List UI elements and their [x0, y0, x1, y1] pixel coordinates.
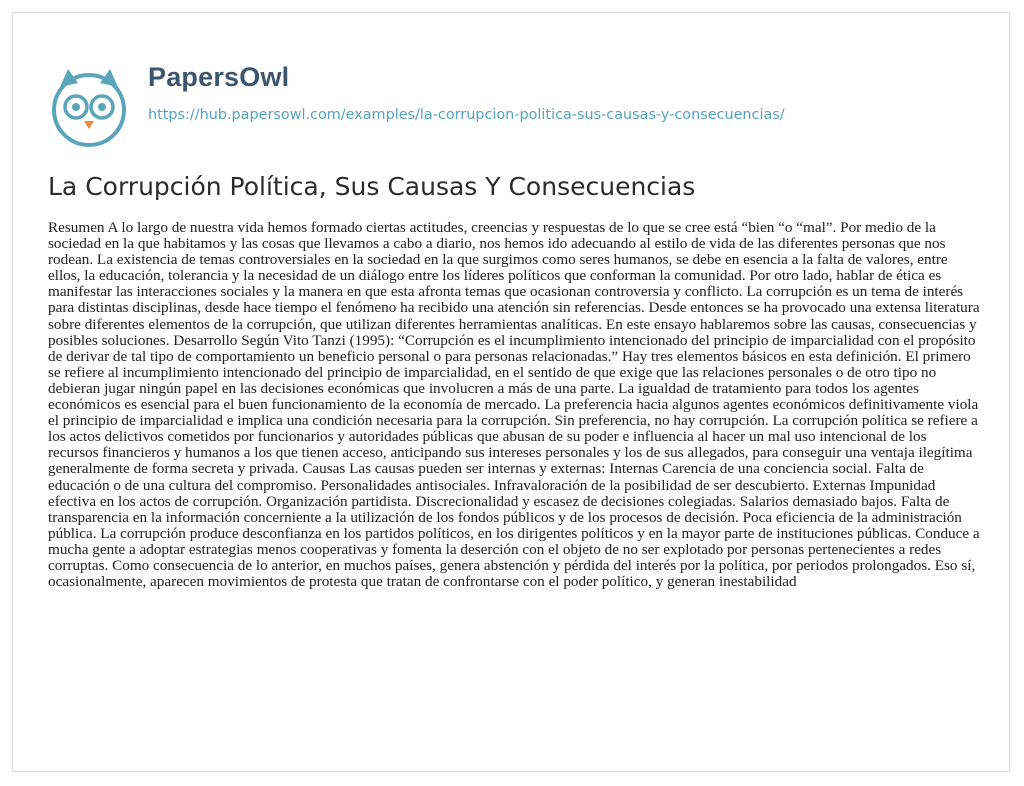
brand-name[interactable]: PapersOwl — [148, 62, 290, 92]
source-url[interactable]: https://hub.papersowl.com/examples/la-corrupcion-politica-sus-causas-y-consecuencias/ — [148, 107, 785, 123]
owl-logo-icon — [48, 65, 130, 147]
essay-body: Resumen A lo largo de nuestra vida hemos formado ciertas actitudes, creencias y respuestas de lo que se cree está “bien “o “mal”. Por medio de la sociedad en la que habitamos y las cosas que llevamos a cabo a diario, nos hemos ido adecuando al estilo de vida de las diferentes personas que nos rodean. La existencia de temas controversiales en la sociedad en la que surgimos como seres humanos, se debe en esencia a la falta de valores, entre ellos, la educación, tolerancia y la necesidad de un diálogo entre los líderes políticos que conforman la comunidad. Por otro lado, hablar de ética es manifestar las interacciones sociales y la manera en que esta afronta temas que ocasionan controversia y conflicto. La corrupción es un tema de interés para distintas disciplinas, desde hace tiempo el fenómeno ha recibido una atención sin referencias. Desde entonces se ha provocado una extensa literatura sobre diferentes elementos de la corrupción, que utilizan diferentes herramientas analíticas. En este ensayo hablaremos sobre las causas, consecuencias y posibles soluciones. Desarrollo Según Vito Tanzi (1995): “Corrupción es el incumplimiento intencionado del principio de imparcialidad con el propósito de derivar de tal tipo de comportamiento un beneficio personal o para personas relacionadas.” Hay tres elementos básicos en esta definición. El primero se refiere al incumplimiento intencionado del principio de imparcialidad, en el sentido de que exige que las relaciones personales o de otro tipo no debieran jugar ningún papel en las decisiones económicas que involucren a más de una parte. La igualdad de tratamiento para todos los agentes económicos es esencial para el buen funcionamiento de la economía de mercado. La preferencia hacia algunos agentes económicos definitivamente viola el principio de imparcialidad e implica una condición necesaria para la corrupción. Sin preferencia, no hay corrupción. La corrupción política se refiere a los actos delictivos cometidos por funcionarios y autoridades públicas que abusan de su poder e influencia al hacer un mal uso intencional de los recursos financieros y humanos a los que tienen acceso, anticipando sus intereses personales y los de sus allegados, para conseguir una ventaja ilegítima generalmente de forma secreta y privada. Causas Las causas pueden ser internas y externas: Internas Carencia de una conciencia social. Falta de educación o de una cultura del compromiso. Personalidades antisociales. Infravaloración de la posibilidad de ser descubierto. Externas Impunidad efectiva en los actos de corrupción. Organización partidista. Discrecionalidad y escasez de decisiones colegiadas. Salarios demasiado bajos. Falta de transparencia en la información concerniente a la utilización de los fondos públicos y de los procesos de decisión. Poca eficiencia de la administración pública. La corrupción produce desconfianza en los partidos políticos, en los dirigentes políticos y en la mayor parte de instituciones públicas. Conduce a mucha gente a adoptar estrategias menos cooperativas y fomenta la deserción con el objeto de no ser explotado por personas pertenecientes a redes corruptas. Como consecuencia de lo anterior, en muchos países, genera abstención y pérdida del interés por la política, por periodos prolongados. Eso sí, ocasionalmente, aparecen movimientos de protesta que tratan de confrontarse con el poder político, y generan inestabilidad — [48, 219, 980, 591]
site-header — [48, 56, 988, 146]
essay-title: La Corrupción Política, Sus Causas Y Consecuencias — [48, 172, 696, 201]
